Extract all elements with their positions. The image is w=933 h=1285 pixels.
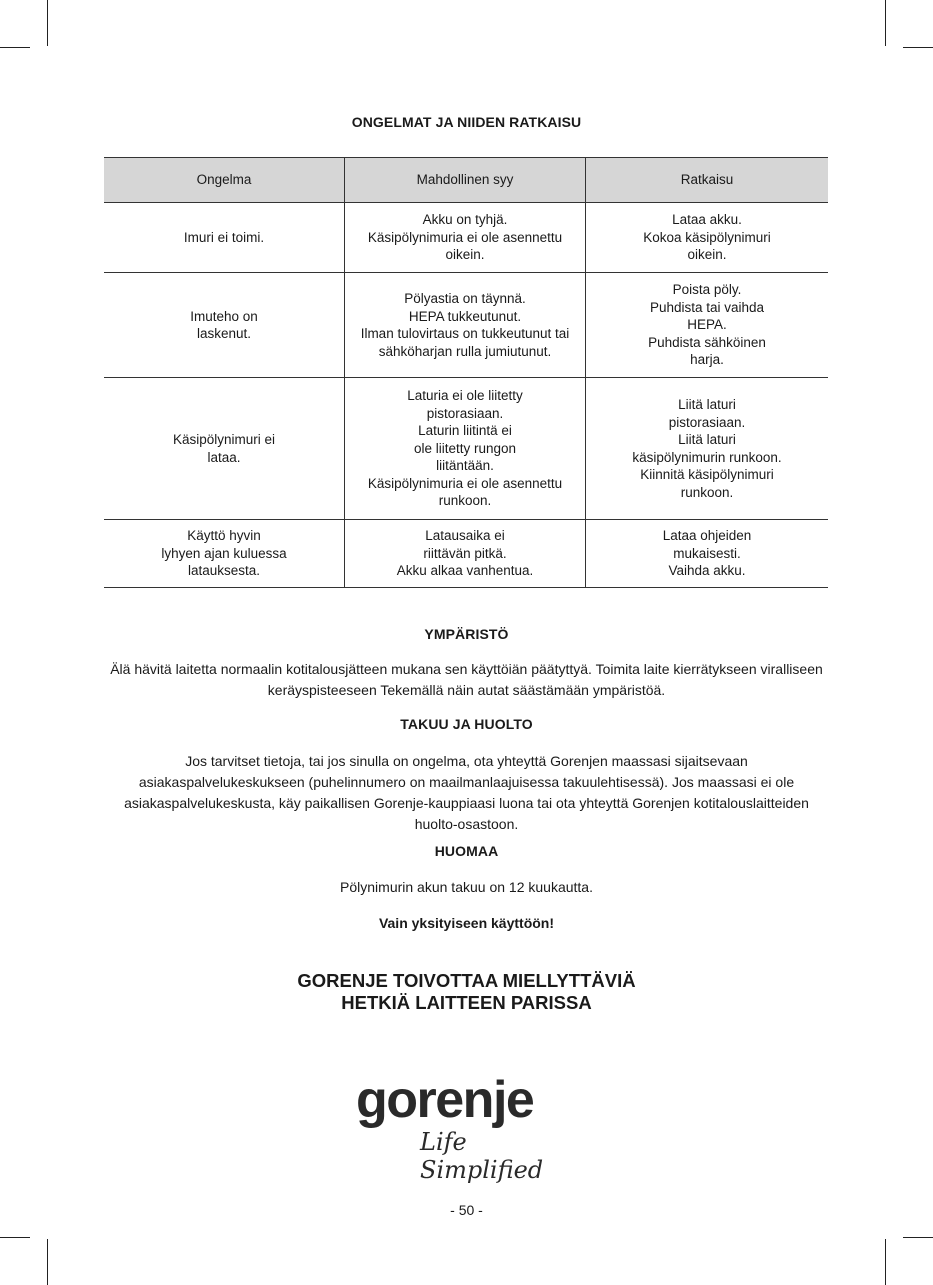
environment-heading: YMPÄRISTÖ xyxy=(424,626,509,642)
column-header-cause: Mahdollinen syy xyxy=(345,158,586,203)
table-cell-solution: Poista pöly. Puhdista tai vaihda HEPA. Puhdista sähköinen harja. xyxy=(586,273,829,378)
crop-mark xyxy=(0,1237,30,1238)
crop-mark xyxy=(885,1239,886,1285)
table-row xyxy=(104,273,828,378)
gorenje-logo: gorenje xyxy=(356,1071,534,1129)
crop-mark xyxy=(47,0,48,46)
column-header-solution: Ratkaisu xyxy=(586,158,829,203)
table-cell-solution: Lataa akku. Kokoa käsipölynimuri oikein. xyxy=(586,203,829,273)
table-cell-problem: Imuri ei toimi. xyxy=(104,203,345,273)
column-header-problem: Ongelma xyxy=(104,158,345,203)
table-cell-problem: Käsipölynimuri ei lataa. xyxy=(104,378,345,520)
troubleshooting-heading: ONGELMAT JA NIIDEN RATKAISU xyxy=(351,114,582,130)
table-cell-cause: Akku on tyhjä. Käsipölynimuria ei ole asennettu oikein. xyxy=(345,203,586,273)
warranty-heading: TAKUU JA HUOLTO xyxy=(400,716,533,732)
table-row xyxy=(104,378,828,520)
table-row xyxy=(104,203,828,273)
table-cell-solution: Liitä laturi pistorasiaan. Liitä laturi käsipölynimurin runkoon. Kiinnitä käsipölynimuri runkoon. xyxy=(586,378,829,520)
note-heading: HUOMAA xyxy=(434,843,499,859)
table-row xyxy=(104,520,828,588)
table-cell-problem: Imuteho on laskenut. xyxy=(104,273,345,378)
warranty-text: Jos tarvitset tietoja, tai jos sinulla on ongelma, ota yhteyttä Gorenjen maassasi sijaitsevaan asiakaspalvelukeskukseen (puhelinnumero on maailmanlaajuisessa takuulehtisessä). Jos maassasi ei ole asiakaspalvelukeskusta, käy paikallisen Gorenje-kauppiaasi luona tai ota yhteyttä Gorenjen kotitalouslaitteiden huolto-osastoon. xyxy=(124,753,809,832)
crop-mark xyxy=(47,1239,48,1285)
table-cell-cause: Laturia ei ole liitetty pistorasiaan. Laturin liitintä ei ole liitetty rungon liitäntään. Käsipölynimuria ei ole asennettu runkoon. xyxy=(345,378,586,520)
table-cell-cause: Pölyastia on täynnä. HEPA tukkeutunut. Ilman tulovirtaus on tukkeutunut tai sähköharjan rulla jumiutunut. xyxy=(345,273,586,378)
table-cell-cause: Latausaika ei riittävän pitkä. Akku alkaa vanhentua. xyxy=(345,520,586,588)
battery-warranty-text: Pölynimurin akun takuu on 12 kuukautta. xyxy=(340,879,593,895)
table-cell-solution: Lataa ohjeiden mukaisesti. Vaihda akku. xyxy=(586,520,829,588)
crop-mark xyxy=(0,47,30,48)
environment-text: Älä hävitä laitetta normaalin kotitalousjätteen mukana sen käyttöiän päätyttyä. Toimita laite kierrätykseen viralliseen keräyspisteeseen Tekemällä näin autat säästämään ympäristöä. xyxy=(110,661,823,698)
troubleshooting-table xyxy=(104,157,828,588)
page-number: - 50 - xyxy=(450,1202,483,1218)
closing-message: GORENJE TOIVOTTAA MIELLYTTÄVIÄ HETKIÄ LAITTEEN PARISSA xyxy=(297,970,636,1013)
table-header-row xyxy=(104,158,828,203)
private-use-text: Vain yksityiseen käyttöön! xyxy=(378,915,555,931)
crop-mark xyxy=(903,47,933,48)
crop-mark xyxy=(903,1237,933,1238)
crop-mark xyxy=(885,0,886,46)
logo-tagline: Life Simplified xyxy=(420,1128,544,1184)
table-cell-problem: Käyttö hyvin lyhyen ajan kuluessa latauksesta. xyxy=(104,520,345,588)
